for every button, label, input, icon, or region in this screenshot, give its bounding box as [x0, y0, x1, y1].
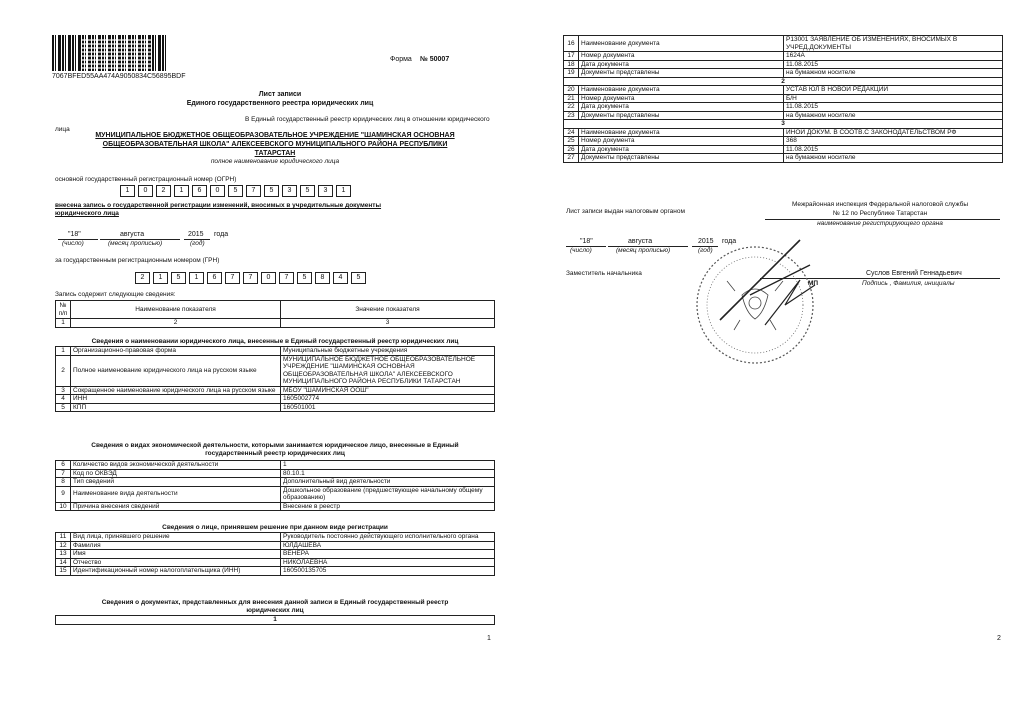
table-row [56, 541, 495, 550]
row-value: 1624А [784, 52, 1003, 61]
grn-digit: 5 [297, 272, 312, 284]
header-table [55, 300, 495, 328]
row-number: 8 [56, 478, 71, 487]
row-field: Количество видов экономической деятельности [71, 461, 281, 470]
row-number: 12 [56, 541, 71, 550]
p2-date-month-caption: (месяц прописью) [616, 247, 671, 254]
row-number: 9 [56, 486, 71, 502]
grn-digit: 1 [153, 272, 168, 284]
authority-caption: наименование регистрирующего органа [817, 220, 943, 227]
grn-digit: 4 [333, 272, 348, 284]
table-row [56, 550, 495, 559]
ogrn-digit: 7 [246, 185, 261, 197]
official-stamp [680, 225, 830, 375]
signer-name: Суслов Евгений Геннадьевич [866, 270, 962, 277]
row-field: Номер документа [579, 137, 784, 146]
ogrn-digit: 5 [228, 185, 243, 197]
table-row [564, 86, 1003, 95]
form-number: № 50007 [420, 56, 450, 63]
table-row [564, 154, 1003, 163]
row-number: 16 [564, 36, 579, 52]
row-field: Наименование документа [579, 86, 784, 95]
grn-digit: 1 [189, 272, 204, 284]
row-number: 26 [564, 145, 579, 154]
signer-caption: Подпись , Фамилия, инициалы [862, 280, 955, 287]
row-field: Фамилия [71, 541, 281, 550]
documents-group1 [55, 615, 495, 625]
row-field: Имя [71, 550, 281, 559]
ogrn-digit: 5 [264, 185, 279, 197]
date-year: 2015 [188, 231, 204, 238]
p2-date-year: 2015 [698, 238, 714, 245]
title-line2: Единого государственного реестра юридических лиц [186, 100, 374, 107]
grn-digit: 7 [225, 272, 240, 284]
document-group-number: 3 [564, 120, 1003, 129]
ogrn-digit: 1 [174, 185, 189, 197]
date-year-caption: (год) [190, 240, 205, 247]
row-field: Тип сведений [71, 478, 281, 487]
row-field: Документы представлены [579, 111, 784, 120]
row-value: 368 [784, 137, 1003, 146]
table-row [564, 52, 1003, 61]
row-value: на бумажном носителе [784, 154, 1003, 163]
date-day-caption: (число) [62, 240, 84, 247]
date-day: "18" [68, 231, 81, 238]
grn-digit: 8 [315, 272, 330, 284]
org-name-caption: полное наименование юридического лица [210, 158, 340, 165]
ogrn-digit: 1 [120, 185, 135, 197]
row-field: Наименование документа [579, 128, 784, 137]
row-value: 1 [281, 461, 495, 470]
row-number: 19 [564, 69, 579, 78]
date-month-caption: (месяц прописью) [108, 240, 163, 247]
row-value: ВЕНЕРА [281, 550, 495, 559]
table-row [564, 128, 1003, 137]
ogrn-digit: 2 [156, 185, 171, 197]
table-row [56, 395, 495, 404]
header-value-idx: 3 [281, 319, 495, 328]
table-row [56, 478, 495, 487]
row-value: 80.10.1 [281, 469, 495, 478]
header-num-idx: 1 [56, 319, 71, 328]
row-number: 13 [56, 550, 71, 559]
authority-line2: № 12 по Республике Татарстан [832, 210, 928, 217]
row-field: Отчество [71, 558, 281, 567]
row-value: Муниципальные бюджетные учреждения [281, 347, 495, 356]
signer-position: Заместитель начальника [566, 270, 642, 277]
p2-date-day-caption: (число) [570, 247, 592, 254]
row-number: 17 [564, 52, 579, 61]
row-value: 11.08.2015 [784, 103, 1003, 112]
row-value: МУНИЦИПАЛЬНОЕ БЮДЖЕТНОЕ ОБЩЕОБРАЗОВАТЕЛЬНОЕ УЧРЕЖДЕНИЕ "ШАМИНСКАЯ ОСНОВНАЯ ОБЩЕОБРАЗОВАТЕЛЬНАЯ ШКОЛА" АЛЕКСЕЕВСКОГО МУНИЦИПАЛЬНОГО РАЙОНА РЕСПУБЛИКИ ТАТАРСТАН [281, 355, 495, 386]
table-row [56, 461, 495, 470]
row-value: 160500135705 [281, 567, 495, 576]
row-field: Наименование вида деятельности [71, 486, 281, 502]
header-num: № п/п [56, 301, 71, 319]
row-value: УСТАВ ЮЛ В НОВОЙ РЕДАКЦИИ [784, 86, 1003, 95]
row-number: 11 [56, 533, 71, 542]
date-year-word: года [214, 231, 229, 238]
row-value: Руководитель постоянно действующего исполнительного органа [281, 533, 495, 542]
org-name-line3: ТАТАРСТАН [254, 150, 296, 157]
row-field: Документы представлены [579, 69, 784, 78]
row-value: 1605002774 [281, 395, 495, 404]
entry-line2: юридического лица [55, 210, 119, 217]
grn-digit: 7 [279, 272, 294, 284]
table-row [56, 403, 495, 412]
section4-title2: юридических лиц [246, 607, 304, 614]
row-number: 6 [56, 461, 71, 470]
table-row [56, 355, 495, 386]
grn-digits [135, 272, 369, 284]
row-value: на бумажном носителе [784, 69, 1003, 78]
table-row [564, 103, 1003, 112]
grn-digit: 5 [351, 272, 366, 284]
table-row [564, 60, 1003, 69]
page1-number: 1 [487, 635, 491, 642]
row-value: Внесение в реестр [281, 502, 495, 511]
org-name-line2: ОБЩЕОБРАЗОВАТЕЛЬНАЯ ШКОЛА" АЛЕКСЕЕВСКОГО МУНИЦИПАЛЬНОГО РАЙОНА РЕСПУБЛИКИ [102, 141, 448, 148]
row-value: 160501001 [281, 403, 495, 412]
form-label: Форма [390, 56, 412, 63]
person-table [55, 532, 495, 576]
header-value: Значение показателя [281, 301, 495, 319]
row-field: Сокращенное наименование юридического лица на русском языке [71, 386, 281, 395]
title-line1: Лист записи [258, 91, 302, 98]
row-value: на бумажном носителе [784, 111, 1003, 120]
row-number: 3 [56, 386, 71, 395]
ogrn-digit: 1 [336, 185, 351, 197]
p2-date-year-word: года [722, 238, 737, 245]
row-number: 5 [56, 403, 71, 412]
table-row [564, 111, 1003, 120]
intro-text2: лица [55, 126, 70, 133]
ogrn-digits [120, 185, 354, 197]
section2-title2: государственный реестр юридических лиц [205, 450, 345, 457]
row-field: Причина внесения сведений [71, 502, 281, 511]
row-value: Дополнительный вид деятельности [281, 478, 495, 487]
table-row [56, 486, 495, 502]
activity-table [55, 460, 495, 511]
table-row [56, 469, 495, 478]
documents-group1-num: 1 [56, 616, 495, 625]
ogrn-digit: 5 [300, 185, 315, 197]
grn-label: за государственным регистрационным номером (ГРН) [55, 257, 220, 264]
table-row [56, 567, 495, 576]
table-row [56, 347, 495, 356]
row-field: Код по ОКВЭД [71, 469, 281, 478]
row-field: ИНН [71, 395, 281, 404]
row-field: Идентификационный номер налогоплательщика (ИНН) [71, 567, 281, 576]
row-value: 11.08.2015 [784, 145, 1003, 154]
grn-digit: 6 [207, 272, 222, 284]
org-name-line1: МУНИЦИПАЛЬНОЕ БЮДЖЕТНОЕ ОБЩЕОБРАЗОВАТЕЛЬНОЕ УЧРЕЖДЕНИЕ "ШАМИНСКАЯ ОСНОВНАЯ [95, 132, 455, 139]
grn-digit: 0 [261, 272, 276, 284]
table-row [56, 386, 495, 395]
section3-title: Сведения о лице, принявшем решение при данном виде регистрации [162, 524, 388, 531]
p2-date-year-caption: (год) [698, 247, 713, 254]
authority-line1: Межрайонная инспекция Федеральной налоговой службы [791, 201, 969, 208]
row-number: 22 [564, 103, 579, 112]
row-number: 21 [564, 94, 579, 103]
section4-title1: Сведения о документах, представленных для внесения данной записи в Единый государственный реестр [101, 599, 449, 606]
p2-date-month: августа [628, 238, 653, 245]
grn-digit: 5 [171, 272, 186, 284]
table-row [56, 558, 495, 567]
row-field: Организационно-правовая форма [71, 347, 281, 356]
table-row [564, 137, 1003, 146]
section1-title: Сведения о наименовании юридического лица, внесенные в Единый государственный реестр юридических лиц [91, 338, 459, 345]
row-number: 25 [564, 137, 579, 146]
header-name-idx: 2 [71, 319, 281, 328]
row-field: Номер документа [579, 52, 784, 61]
row-number: 7 [56, 469, 71, 478]
table-row [564, 94, 1003, 103]
row-field: Дата документа [579, 145, 784, 154]
header-name: Наименование показателя [71, 301, 281, 319]
documents-table [563, 35, 1003, 163]
table-row [56, 502, 495, 511]
row-field: Документы представлены [579, 154, 784, 163]
stamp-mp: МП [808, 280, 819, 287]
grn-digit: 2 [135, 272, 150, 284]
ogrn-digit: 6 [192, 185, 207, 197]
section2-title1: Сведения о видах экономической деятельности, которыми занимается юридическое лицо, внесенные в Единый [91, 442, 459, 449]
document-group-number: 2 [564, 77, 1003, 86]
row-field: Наименование документа [579, 36, 784, 52]
row-value: 11.08.2015 [784, 60, 1003, 69]
grn-digit: 7 [243, 272, 258, 284]
ogrn-digit: 3 [282, 185, 297, 197]
row-field: Дата документа [579, 60, 784, 69]
table-row [56, 533, 495, 542]
row-number: 24 [564, 128, 579, 137]
table-row [564, 69, 1003, 78]
issued-label: Лист записи выдан налоговым органом [566, 208, 685, 215]
ogrn-digit: 0 [138, 185, 153, 197]
barcode [52, 35, 166, 71]
row-number: 23 [564, 111, 579, 120]
ogrn-label: основной государственный регистрационный номер (ОГРН) [55, 176, 237, 183]
row-value: ИНОЙ ДОКУМ. В СООТВ.С ЗАКОНОДАТЕЛЬСТВОМ РФ [784, 128, 1003, 137]
row-field: Номер документа [579, 94, 784, 103]
row-field: Полное наименование юридического лица на русском языке [71, 355, 281, 386]
row-number: 18 [564, 60, 579, 69]
row-field: Дата документа [579, 103, 784, 112]
row-field: КПП [71, 403, 281, 412]
table-row [564, 36, 1003, 52]
row-value: Б/Н [784, 94, 1003, 103]
date-month: августа [120, 231, 145, 238]
row-number: 27 [564, 154, 579, 163]
row-number: 20 [564, 86, 579, 95]
ogrn-digit: 3 [318, 185, 333, 197]
row-number: 14 [56, 558, 71, 567]
intro-text: В Единый государственный реестр юридических лиц в отношении юридического [245, 116, 490, 123]
row-value: Р13001 ЗАЯВЛЕНИЕ ОБ ИЗМЕНЕНИЯХ, ВНОСИМЫХ В УЧРЕД.ДОКУМЕНТЫ [784, 36, 1003, 52]
row-number: 10 [56, 502, 71, 511]
contains-label: Запись содержит следующие сведения: [55, 291, 176, 298]
row-field: Вид лица, принявшего решение [71, 533, 281, 542]
barcode-text: 7067BFED55AA474A9050834C56895BDF [52, 73, 186, 80]
row-number: 15 [56, 567, 71, 576]
row-number: 4 [56, 395, 71, 404]
row-value: ЮЛДАШЕВА [281, 541, 495, 550]
row-value: МБОУ "ШАМИНСКАЯ ООШ" [281, 386, 495, 395]
entry-line1: внесена запись о государственной регистрации изменений, вносимых в учредительные документы [55, 202, 382, 209]
row-value: НИКОЛАЕВНА [281, 558, 495, 567]
table-row [564, 145, 1003, 154]
row-value: Дошкольное образование (предшествующее начальному общему образованию) [281, 486, 495, 502]
names-table [55, 346, 495, 412]
row-number: 2 [56, 355, 71, 386]
p2-date-day: "18" [580, 238, 593, 245]
ogrn-digit: 0 [210, 185, 225, 197]
page2-number: 2 [997, 635, 1001, 642]
row-number: 1 [56, 347, 71, 356]
